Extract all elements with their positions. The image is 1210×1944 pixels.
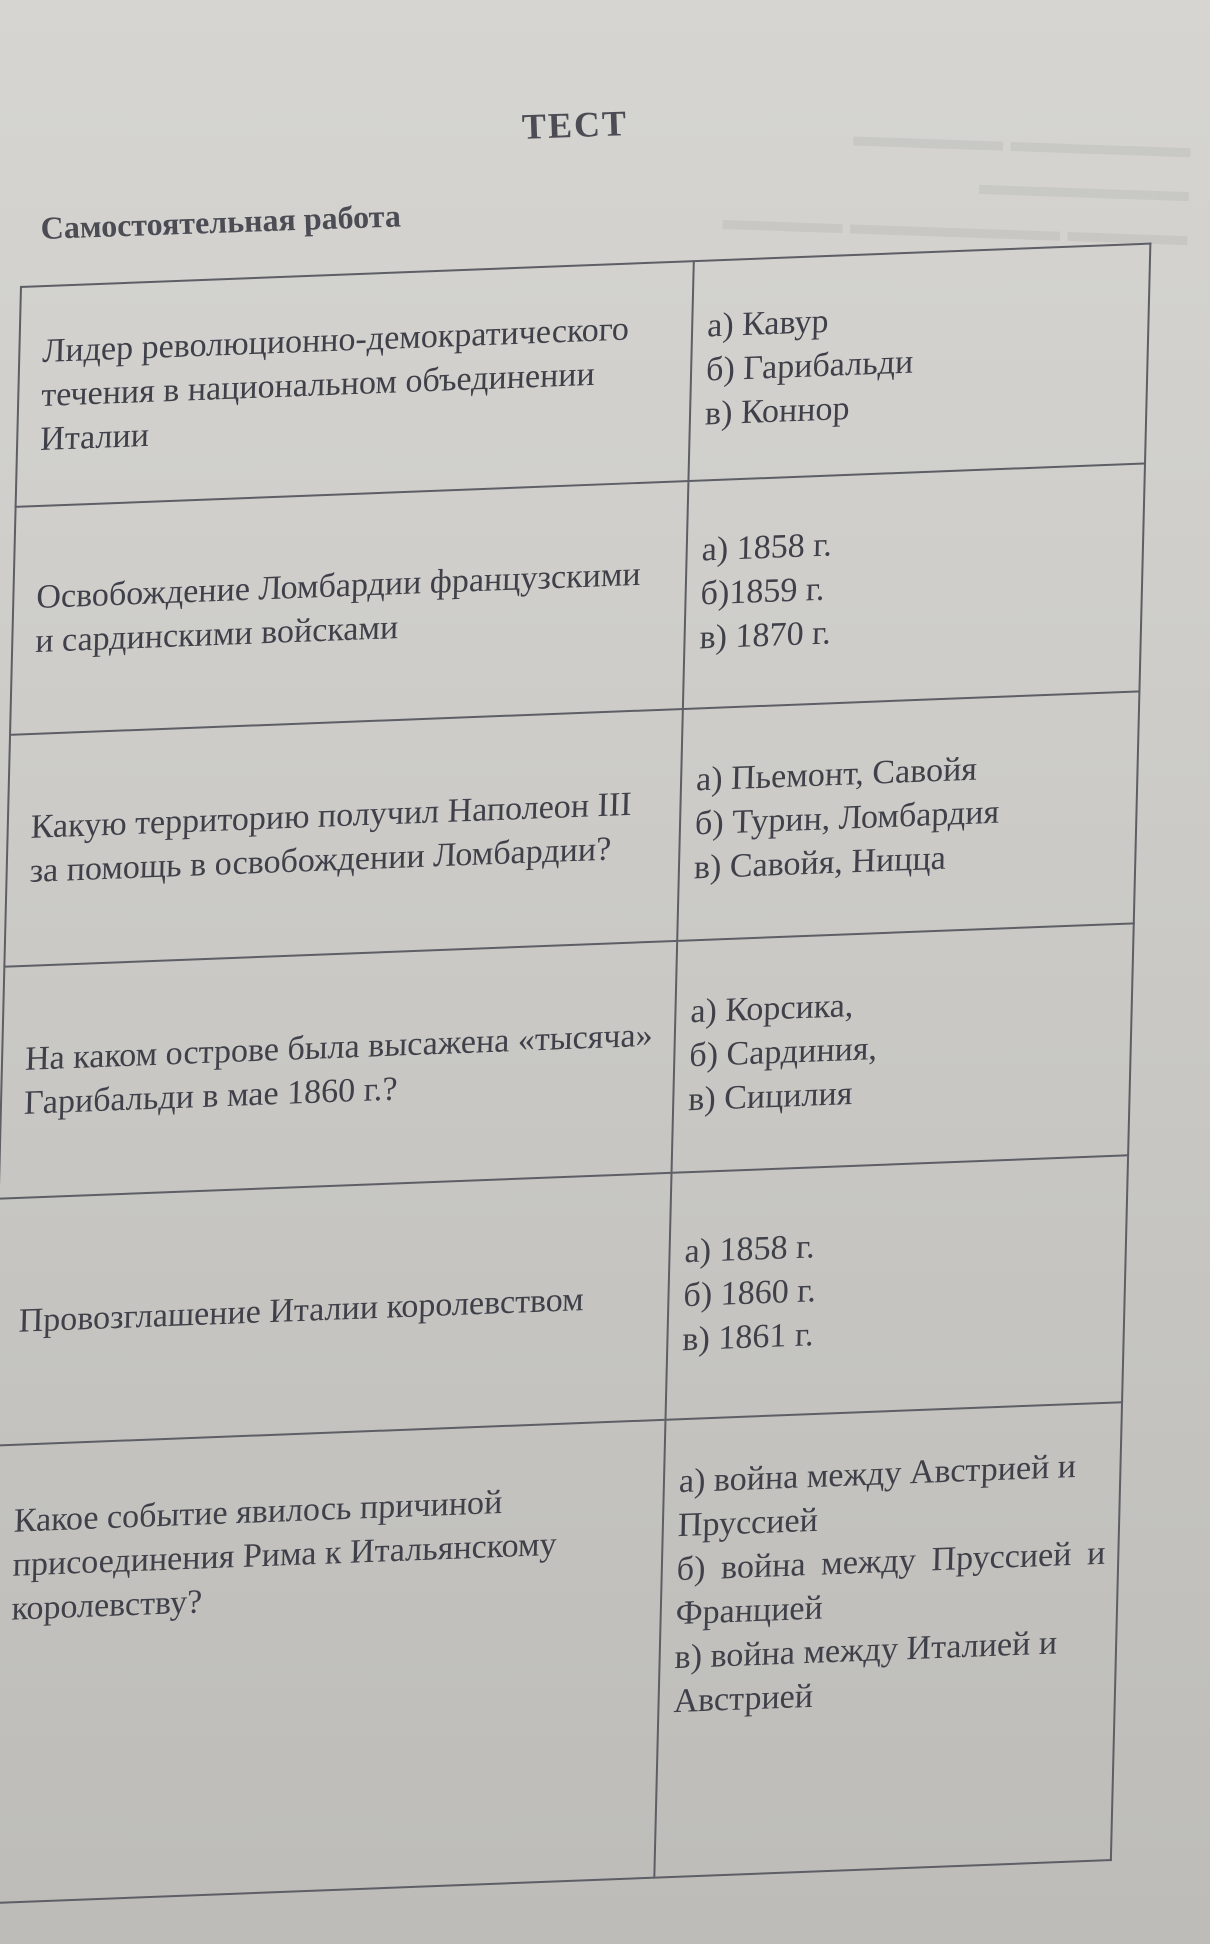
options-cell [677,691,1139,940]
answer-option: а) Корсика, [689,987,854,1031]
question-cell: Провозглашение Италии королевством [0,1173,672,1446]
question-cell: Лидер революционно-демократического течения в национальном объединении Италии [16,261,694,507]
answer-option: в) 1861 г. [681,1315,815,1358]
page-title: ТЕСТ [521,103,629,147]
table-row [4,691,1139,966]
question-cell: Какое событие явилось причиной присоединения Рима к Итальянскому королевству? [0,1420,665,1904]
answer-option: б) Гарибальди [705,343,914,389]
answer-option: а) 1858 г. [701,526,833,569]
answer-option: б) Сардиния, [688,1030,878,1075]
table-row [0,1402,1122,1903]
answer-option: в) Коннор [704,389,850,433]
answer-option: б) 1860 г. [683,1271,817,1314]
answer-option: а) Пьемонт, Савойя [695,750,978,799]
table-row [10,464,1145,735]
table-row [0,1155,1128,1445]
question-cell: На каком острове была высажена «тысяча» Гарибальди в мае 1860 г.? [0,941,677,1199]
answer-option: в) Савойя, Ницца [693,839,947,887]
table-row [16,244,1151,507]
answer-option: б)1859 г. [700,570,826,613]
answer-option: в) 1870 г. [699,614,832,657]
question-cell: Какую территорию получил Наполеон III за помощь в освобождении Ломбардии? [4,709,682,967]
table-row [0,923,1134,1198]
bleed-through-text: ▬▬▬▬▬▬ ▬▬▬▬▬ ▬▬▬▬▬▬▬ ▬▬▬▬ ▬▬▬▬▬▬▬ ▬▬▬▬ [722,119,1192,253]
test-table [0,243,1151,1905]
options-cell [665,1155,1128,1419]
answer-option: б) Турин, Ломбардия [694,793,1000,843]
page-subtitle: Самостоятельная работа [40,197,402,246]
answer-option: в) война между Италией и Австрией [673,1624,1058,1721]
answer-option: а) война между Австрией и Пруссией [677,1447,1077,1545]
options-cell [654,1402,1122,1877]
options-cell [672,923,1134,1172]
answer-option: а) 1858 г. [684,1227,816,1270]
question-cell: Освобождение Ломбардии французскими и сардинскими войсками [10,481,688,735]
answer-option: а) Кавур [706,302,829,345]
answer-option: в) Сицилия [687,1074,853,1119]
options-cell [683,464,1145,709]
answer-option: б) война между Пруссией и Францией [675,1534,1106,1633]
options-cell [688,244,1150,481]
